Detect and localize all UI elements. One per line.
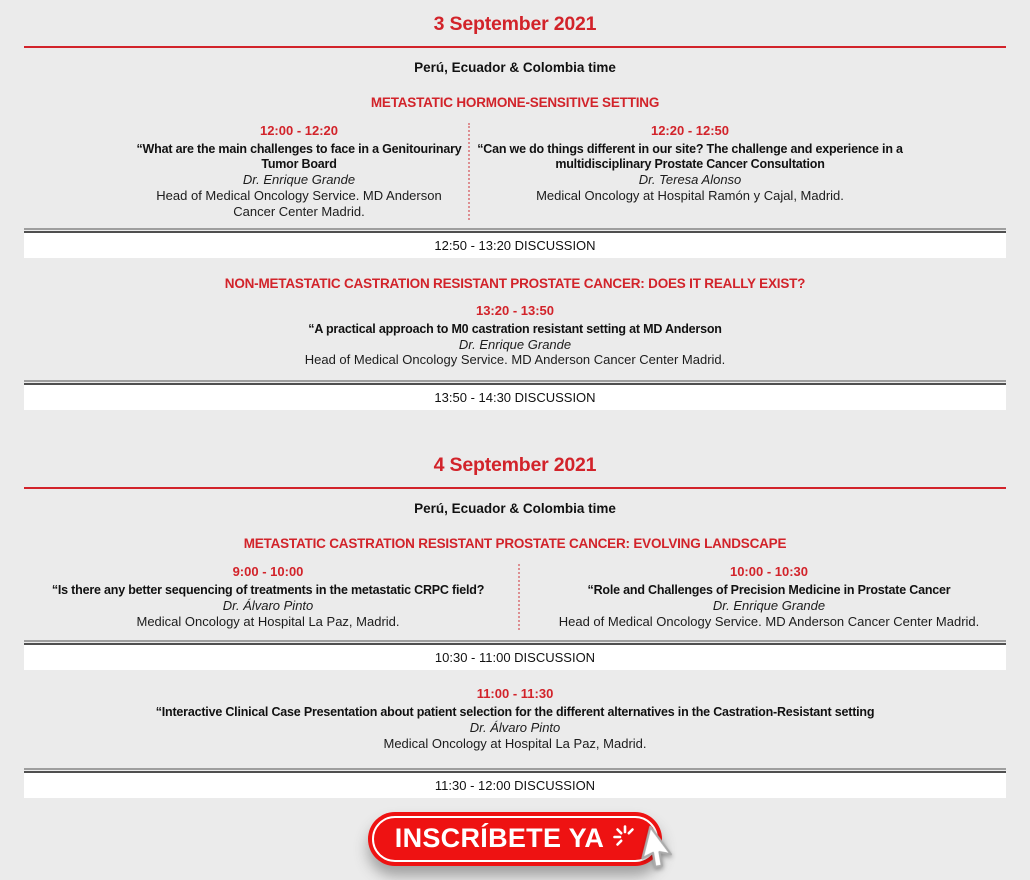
topic-heading: METASTATIC HORMONE-SENSITIVE SETTING (370, 95, 660, 110)
session-time: 12:00 - 12:20 (259, 123, 339, 138)
session-card (20, 564, 516, 630)
session-title: “A practical approach to M0 castration resistant setting at MD Anderson (308, 321, 722, 336)
cta-container (0, 812, 1030, 866)
session-speaker: Dr. Álvaro Pinto (469, 720, 561, 736)
day-block-2 (0, 454, 1030, 797)
session-card (518, 564, 1010, 630)
discussion-bar (24, 768, 1006, 798)
session-title: “Can we do things different in our site? The challenge and experience in a multidisciplinary Prostate Cancer Consultation (477, 142, 903, 171)
session-title: “Role and Challenges of Precision Medicine in Prostate Cancer (587, 583, 951, 598)
session-affiliation: Head of Medical Oncology Service. MD Anderson Cancer Center Madrid. (304, 352, 726, 368)
timezone-label: Perú, Ecuador & Colombia time (414, 60, 616, 75)
session-time: 9:00 - 10:00 (232, 564, 304, 580)
session-speaker: Dr. Teresa Alonso (638, 172, 742, 187)
red-divider (24, 46, 1006, 48)
discussion-label: 10:30 - 11:00 DISCUSSION (24, 645, 1006, 670)
session-time: 12:20 - 12:50 (650, 123, 730, 138)
session-card (468, 123, 904, 220)
mouse-pointer-icon (635, 824, 683, 878)
session-affiliation: Head of Medical Oncology Service. MD Anderson Cancer Center Madrid. (156, 187, 442, 219)
discussion-bar (24, 380, 1006, 410)
session-affiliation: Medical Oncology at Hospital La Paz, Madrid. (383, 735, 647, 751)
sessions-row (0, 564, 1030, 630)
session-card (0, 686, 1030, 752)
session-speaker: Dr. Enrique Grande (242, 172, 356, 187)
sessions-row (0, 123, 1030, 220)
session-affiliation: Medical Oncology at Hospital La Paz, Madrid. (136, 614, 400, 630)
click-burst-icon (613, 825, 637, 849)
red-divider (24, 487, 1006, 489)
session-speaker: Dr. Enrique Grande (458, 336, 572, 352)
topic-heading: METASTATIC CASTRATION RESISTANT PROSTATE CANCER: EVOLVING LANDSCAPE (243, 536, 787, 552)
discussion-label: 13:50 - 14:30 DISCUSSION (24, 385, 1006, 410)
cta-label: INSCRÍBETE YA (394, 823, 605, 854)
session-speaker: Dr. Enrique Grande (712, 598, 826, 614)
session-affiliation: Medical Oncology at Hospital Ramón y Cajal, Madrid. (536, 187, 844, 203)
session-time: 13:20 - 13:50 (475, 302, 555, 318)
day-title: 3 September 2021 (433, 13, 597, 35)
topic-heading: NON-METASTATIC CASTRATION RESISTANT PROSTATE CANCER: DOES IT REALLY EXIST? (224, 275, 806, 291)
session-title: “Is there any better sequencing of treatments in the metastatic CRPC field? (51, 583, 485, 598)
session-speaker: Dr. Álvaro Pinto (222, 598, 314, 614)
session-card (0, 303, 1030, 369)
discussion-bar (24, 640, 1006, 670)
session-card (134, 123, 464, 220)
inscribete-button[interactable] (368, 812, 662, 866)
discussion-label: 11:30 - 12:00 DISCUSSION (24, 773, 1006, 798)
session-title: “Interactive Clinical Case Presentation about patient selection for the different alternatives in the Castration-Resistant setting (155, 705, 875, 720)
day-title: 4 September 2021 (433, 454, 597, 477)
discussion-label: 12:50 - 13:20 DISCUSSION (24, 233, 1006, 258)
session-time: 10:00 - 10:30 (729, 564, 809, 580)
session-time: 11:00 - 11:30 (476, 686, 554, 702)
timezone-label: Perú, Ecuador & Colombia time (414, 501, 616, 517)
session-affiliation: Head of Medical Oncology Service. MD Anderson Cancer Center Madrid. (558, 614, 980, 630)
session-title: “What are the main challenges to face in a Genitourinary Tumor Board (136, 142, 462, 171)
discussion-bar (24, 228, 1006, 258)
day-block-1 (0, 0, 1030, 410)
